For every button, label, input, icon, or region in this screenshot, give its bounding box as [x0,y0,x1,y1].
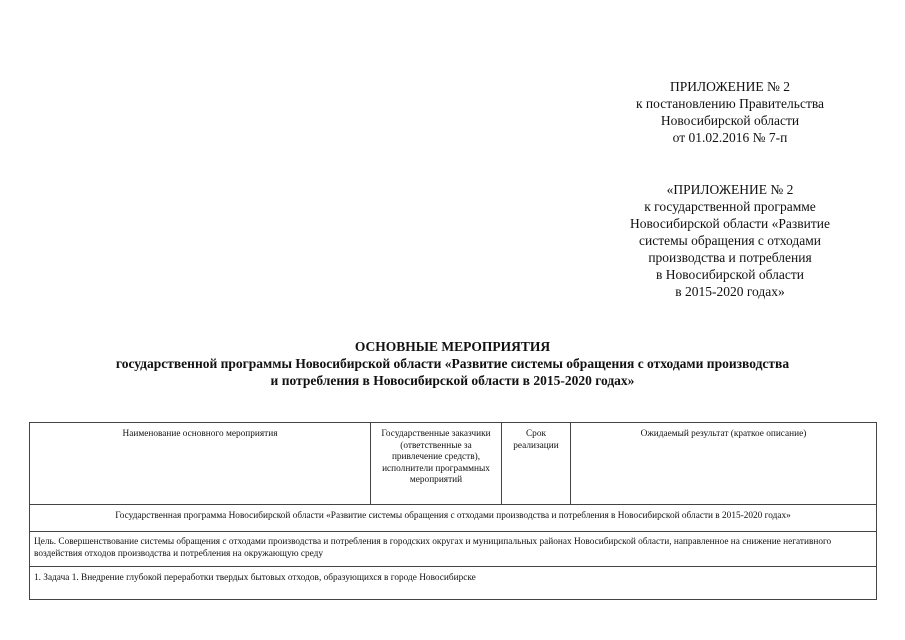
appendix-line: ПРИЛОЖЕНИЕ № 2 [669,79,791,94]
appendix-line: производства и потребления [648,250,812,265]
goal-row-cell: Цель. Совершенствование системы обращения с отходами производства и потребления в городских округах и муниципальных районах Новосибирской области, направленное на снижение негативного воздействия отходов производства и потребления на окружающую среду [30,532,877,567]
appendix-line: «ПРИЛОЖЕНИЕ № 2 [666,182,794,197]
header-expected-result: Ожидаемый результат (краткое описание) [571,423,877,505]
appendix-line: системы обращения с отходами [639,233,821,248]
title-line-1: ОСНОВНЫЕ МЕРОПРИЯТИЯ [354,339,551,354]
title-line-3: и потребления в Новосибирской области в 2015-2020 годах» [270,373,635,388]
appendix-line: к постановлению Правительства [635,96,825,111]
measures-table [29,422,877,600]
table-row [30,505,877,532]
task-row-cell: 1. Задача 1. Внедрение глубокой переработки твердых бытовых отходов, образующихся в городе Новосибирске [30,567,877,600]
table-row [30,532,877,567]
document-title [0,338,905,389]
header-measure-name: Наименование основного мероприятия [30,423,371,505]
program-appendix-block [600,181,860,300]
appendix-line: в 2015-2020 годах» [675,284,785,299]
table-header-row [30,423,877,505]
header-term: Срок реализации [502,423,571,505]
appendix-line: в Новосибирской области [655,267,805,282]
header-customers: Государственные заказчики (ответственные за привлечение средств), исполнители программных мероприятий [371,423,502,505]
table-row [30,567,877,600]
appendix-line: к государственной программе [644,199,816,214]
appendix-line: от 01.02.2016 № 7-п [672,130,788,145]
resolution-appendix-block [600,78,860,146]
appendix-line: Новосибирской области «Развитие [630,216,830,231]
title-line-2: государственной программы Новосибирской области «Развитие системы обращения с отходами производства [115,356,790,371]
program-row-cell: Государственная программа Новосибирской области «Развитие системы обращения с отходами производства и потребления в Новосибирской области в 2015-2020 годах» [30,505,877,532]
appendix-line: Новосибирской области [660,113,800,128]
